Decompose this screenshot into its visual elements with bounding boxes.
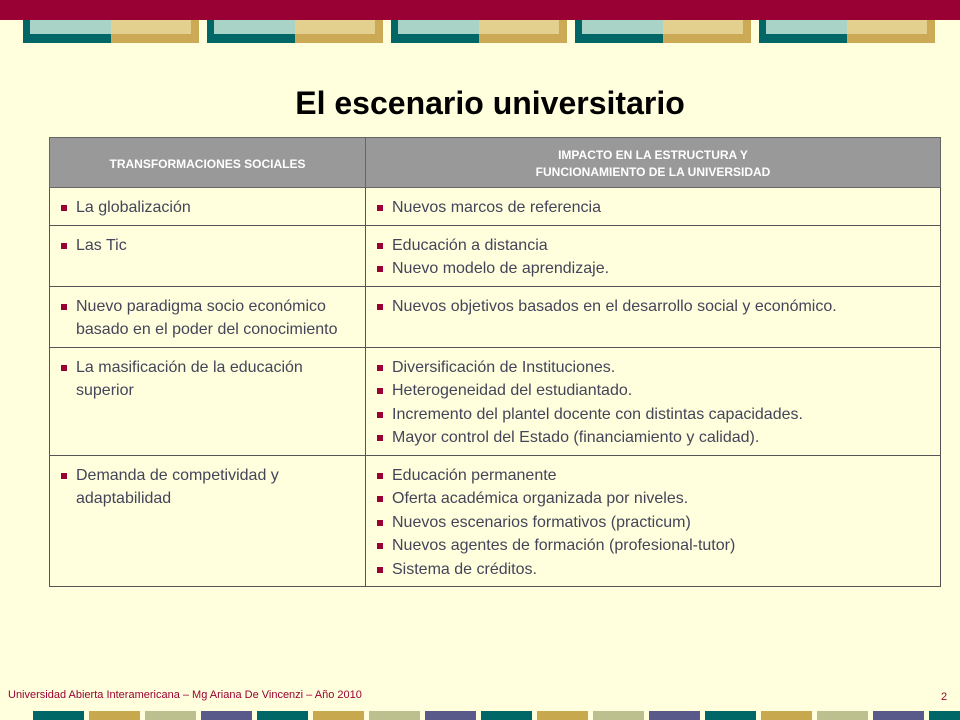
transformacion-cell [50,347,366,455]
transformacion-cell [50,225,366,286]
table-row [50,455,941,587]
list-item [377,295,934,319]
square-bullet-icon [61,304,67,310]
square-bullet-icon [377,388,383,394]
footer-deco-segment [929,711,960,720]
list-item [61,464,359,511]
footer-deco-segment [537,711,588,720]
table-body [50,188,941,587]
header-impacto-line1: IMPACTO EN LA ESTRUCTURA Y [558,148,748,162]
table-row [50,286,941,347]
list-item [377,487,934,511]
header-impacto [366,138,941,188]
square-bullet-icon [377,365,383,371]
page-number: 2 [941,691,948,703]
impacto-cell [366,347,941,455]
transformacion-cell [50,286,366,347]
bullet-list [377,295,934,319]
footer-deco-segment [89,711,140,720]
list-item [377,257,934,281]
list-item-text: Sistema de créditos. [392,560,537,578]
table-header-row [50,138,941,188]
square-bullet-icon [377,243,383,249]
footer-deco-segment [257,711,308,720]
square-bullet-icon [377,520,383,526]
list-item-text: Nuevos marcos de referencia [392,199,601,216]
list-item [61,234,359,258]
bullet-list [61,356,359,403]
square-bullet-icon [377,435,383,441]
table-row [50,347,941,455]
list-item [377,196,934,220]
transformacion-cell [50,188,366,226]
transformacion-cell [50,455,366,587]
bullet-list [377,356,934,450]
bullet-list [61,234,359,258]
list-item-text: Educación permanente [392,466,557,484]
square-bullet-icon [377,473,383,479]
footer-deco-segment [201,711,252,720]
impacto-cell [366,225,941,286]
footer-deco-segment [593,711,644,720]
square-bullet-icon [61,365,67,371]
table-row [50,225,941,286]
list-item [61,196,359,220]
list-item [377,379,934,403]
footer-deco-segment [145,711,196,720]
footer-deco-segment [313,711,364,720]
bullet-list [61,196,359,220]
list-item [377,558,934,582]
list-item [377,403,934,427]
list-item-text: Nuevo paradigma socio económico basado en el poder del conocimiento [76,297,338,338]
square-bullet-icon [377,412,383,418]
impacto-cell [366,455,941,587]
footer-deco-segment [481,711,532,720]
list-item-text: Mayor control del Estado (financiamiento y calidad). [392,429,760,446]
list-item-text: La masificación de la educación superior [76,358,303,399]
list-item [377,534,934,558]
footer-deco-segment [425,711,476,720]
bullet-list [377,234,934,281]
header-deco-block [575,20,751,43]
header-impacto-line2: FUNCIONAMIENTO DE LA UNIVERSIDAD [535,165,771,179]
slide-title: El escenario universitario [295,85,685,122]
bullet-list [61,295,359,342]
list-item [377,511,934,535]
header-transformaciones: TRANSFORMACIONES SOCIALES [50,138,366,188]
footer-deco-segment [817,711,868,720]
header-deco-block [391,20,567,43]
impacto-cell [366,286,941,347]
square-bullet-icon [377,205,383,211]
list-item-text: Las Tic [76,236,127,254]
square-bullet-icon [61,243,67,249]
list-item-text: Heterogeneidad del estudiantado. [392,382,633,399]
footer-deco-segment [369,711,420,720]
list-item [377,234,934,258]
square-bullet-icon [377,304,383,310]
list-item-text: Educación a distancia [392,236,548,254]
impacto-cell [366,188,941,226]
footer-deco-segment [761,711,812,720]
square-bullet-icon [377,496,383,502]
list-item [377,426,934,450]
list-item-text: Diversificación de Instituciones. [392,358,616,376]
footer-deco-segment [873,711,924,720]
bullet-list [377,196,934,220]
list-item [377,356,934,380]
footer-deco-segment [705,711,756,720]
footer-text: Universidad Abierta Interamericana – Mg Ariana De Vincenzi – Año 2010 [8,689,362,701]
header-deco-block [23,20,199,43]
header-deco-block [207,20,383,43]
list-item-text: La globalización [76,199,191,216]
table-row [50,188,941,226]
footer-deco-segment [649,711,700,720]
list-item [61,295,359,342]
bullet-list [377,464,934,582]
bullet-list [61,464,359,511]
list-item-text: Incremento del plantel docente con distintas capacidades. [392,405,803,423]
square-bullet-icon [61,205,67,211]
list-item-text: Nuevos agentes de formación (profesional-tutor) [392,537,736,554]
list-item-text: Demanda de competividad y adaptabilidad [76,466,279,507]
content-table [49,137,941,587]
square-bullet-icon [377,266,383,272]
top-accent-bar [0,0,960,20]
square-bullet-icon [61,473,67,479]
square-bullet-icon [377,543,383,549]
list-item-text: Nuevos escenarios formativos (practicum) [392,513,691,531]
header-deco-block [759,20,935,43]
list-item [61,356,359,403]
footer-deco-segment [33,711,84,720]
list-item-text: Oferta académica organizada por niveles. [392,490,689,507]
square-bullet-icon [377,567,383,573]
list-item-text: Nuevo modelo de aprendizaje. [392,260,610,277]
list-item-text: Nuevos objetivos basados en el desarrollo social y económico. [392,297,837,315]
list-item [377,464,934,488]
